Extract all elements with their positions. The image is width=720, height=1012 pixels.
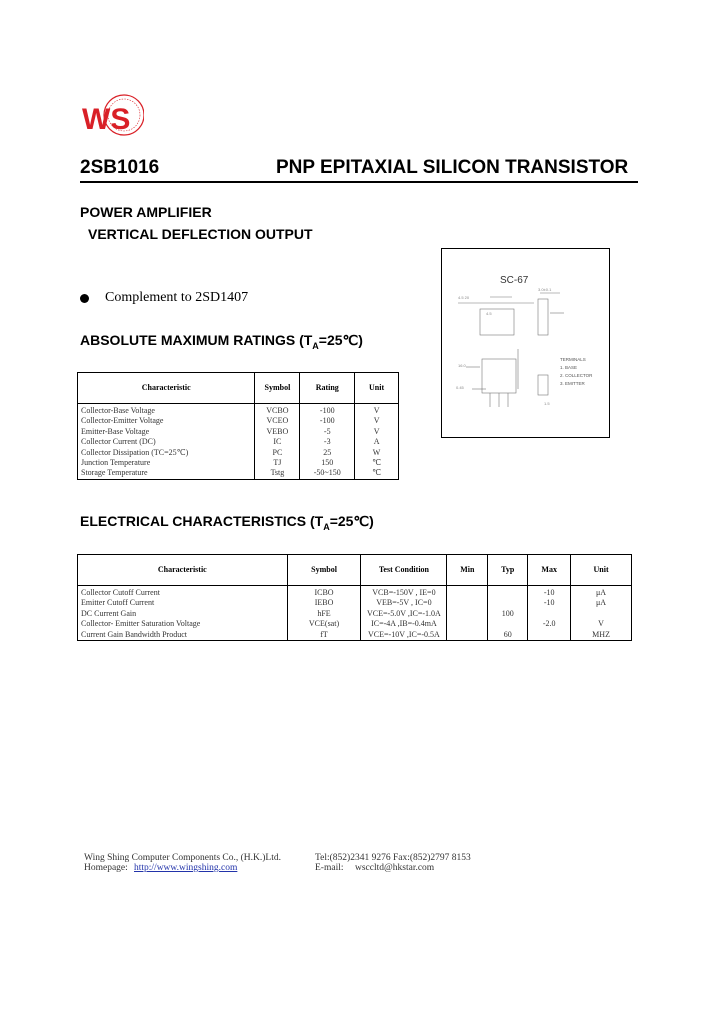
terminal-3: 3. EMITTER xyxy=(560,381,585,386)
terminal-2: 2. COLLECTOR xyxy=(560,373,593,378)
feature-complement: Complement to 2SD1407 xyxy=(105,290,249,305)
elec-char-title: ELECTRICAL CHARACTERISTICS $(T_A=25℃)$ xyxy=(80,513,374,532)
footer-email-label: E-mail: xyxy=(315,863,344,873)
table-row: DC Current Gain hFE VCE=-5.0V ,IC=-1.0A 100 xyxy=(78,609,632,619)
col-typ: Typ xyxy=(488,555,528,586)
footer-homepage-label: Homepage: xyxy=(84,863,128,873)
table-row: Collector Dissipation (TC=25℃) PC 25 W xyxy=(78,448,399,458)
col-characteristic: Characteristic xyxy=(78,373,255,404)
table-row: Collector- Emitter Saturation Voltage VCE(sat) IC=-4A ,IB=-0.4mA -2.0 V xyxy=(78,619,632,629)
col-min: Min xyxy=(447,555,488,586)
table-header-row xyxy=(78,373,399,404)
footer-homepage-link[interactable]: http://www.wingshing.com xyxy=(134,863,238,873)
application-vertical-deflection: VERTICAL DEFLECTION OUTPUT xyxy=(88,226,313,242)
svg-text:0.45: 0.45 xyxy=(456,385,464,390)
col-test-condition: Test Condition xyxy=(361,555,447,586)
abs-max-table xyxy=(77,372,399,480)
logo-text: WS xyxy=(82,103,131,136)
table-header-row xyxy=(78,555,632,586)
bullet-icon xyxy=(80,294,89,303)
abs-max-title: ABSOLUTE MAXIMUM RATINGS $(T_A=25℃)$ xyxy=(80,332,363,351)
col-symbol: Symbol xyxy=(287,555,361,586)
svg-text:3.0±0.1: 3.0±0.1 xyxy=(538,287,552,292)
col-rating: Rating xyxy=(300,373,355,404)
elec-char-table xyxy=(77,554,632,641)
package-name: SC-67 xyxy=(500,275,529,286)
footer-tel-fax: Tel:(852)2341 9276 Fax:(852)2797 8153 xyxy=(315,853,471,863)
table-row: Emitter-Base Voltage VEBO -5 V xyxy=(78,427,399,437)
application-power-amplifier: POWER AMPLIFIER xyxy=(80,204,212,220)
title-rule xyxy=(80,181,638,183)
col-max: Max xyxy=(528,555,571,586)
table-row: Collector Cutoff Current ICBO VCB=-150V , IE=0 -10 μA xyxy=(78,586,632,599)
package-outline-box xyxy=(441,248,610,438)
svg-text:4.5: 4.5 xyxy=(486,311,492,316)
col-symbol: Symbol xyxy=(255,373,300,404)
col-unit: Unit xyxy=(355,373,399,404)
svg-text:16.0: 16.0 xyxy=(458,363,466,368)
table-row: Junction Temperature TJ 150 ℃ xyxy=(78,458,399,468)
table-row: Collector-Emitter Voltage VCEO -100 V xyxy=(78,416,399,426)
device-title: PNP EPITAXIAL SILICON TRANSISTOR xyxy=(276,157,629,178)
table-row: Current Gain Bandwidth Product fT VCE=-10V ,IC=-0.5A 60 MHZ xyxy=(78,630,632,641)
footer-company: Wing Shing Computer Components Co., (H.K.)Ltd. xyxy=(84,853,281,863)
table-row: Storage Temperature Tstg -50~150 ℃ xyxy=(78,468,399,479)
terminal-1: 1. BASE xyxy=(560,365,578,370)
svg-text:4.5 20: 4.5 20 xyxy=(458,295,470,300)
part-number: 2SB1016 xyxy=(80,157,160,178)
col-unit: Unit xyxy=(571,555,632,586)
ws-logo xyxy=(80,93,144,139)
package-drawing xyxy=(442,249,609,437)
svg-text:1.5: 1.5 xyxy=(544,401,550,406)
terminals-title: TERMINALS xyxy=(560,357,586,362)
table-row: Collector-Base Voltage VCBO -100 V xyxy=(78,404,399,417)
footer-email: wsccltd@hkstar.com xyxy=(355,863,435,873)
col-characteristic: Characteristic xyxy=(78,555,288,586)
table-row: Collector Current (DC) IC -3 A xyxy=(78,437,399,447)
table-row: Emitter Cutoff Current IEBO VEB=-5V , IC=0 -10 μA xyxy=(78,598,632,608)
